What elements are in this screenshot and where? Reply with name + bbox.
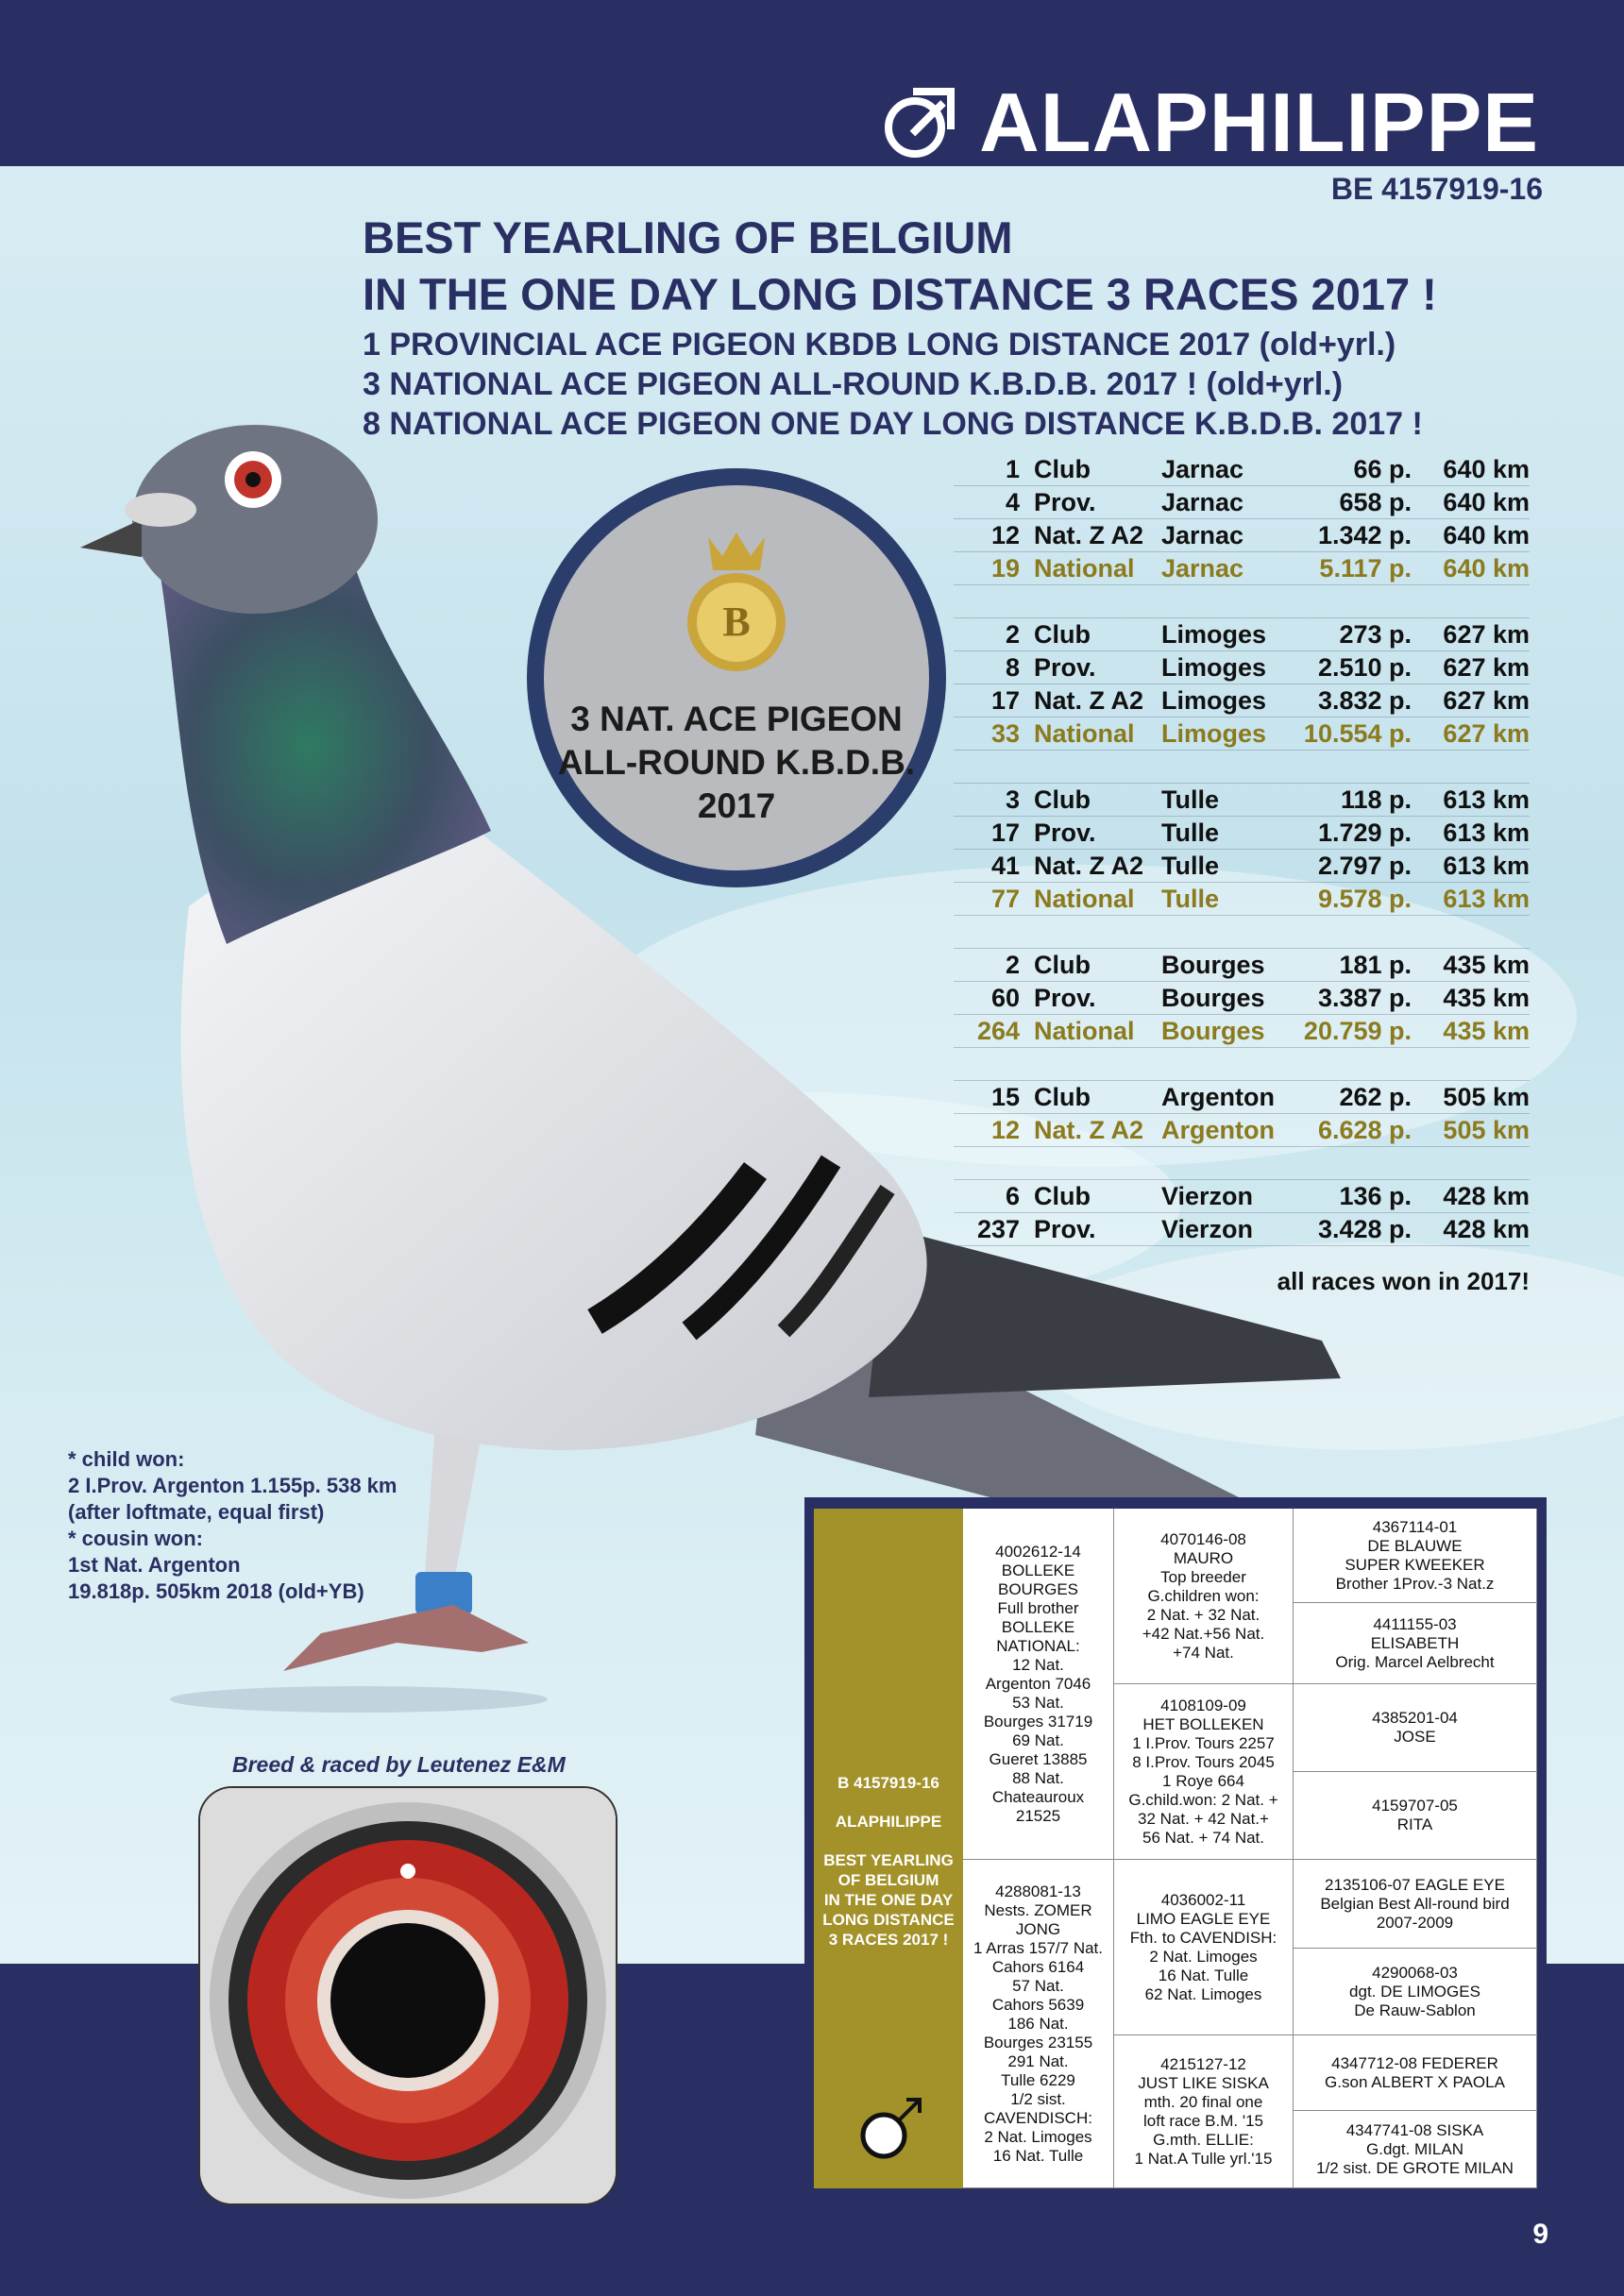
- result-row: [954, 1015, 1530, 1048]
- pedigree-line: 2 Nat. Limoges: [1149, 1947, 1258, 1966]
- result-place: Tulle: [1161, 852, 1220, 880]
- result-row: [954, 1081, 1530, 1114]
- result-place: Jarnac: [1161, 455, 1244, 483]
- result-pos: 19: [990, 554, 1020, 582]
- pedigree-line: 4070146-08: [1160, 1529, 1246, 1548]
- result-row: [954, 552, 1530, 585]
- race-results-table: [954, 453, 1530, 1246]
- result-km: 428 km: [1443, 1215, 1530, 1243]
- result-level: Nat. Z A2: [1034, 521, 1144, 549]
- pedigree-line: 4347741-08 SISKA: [1345, 2120, 1484, 2139]
- result-count: 2.797 p.: [1317, 852, 1412, 880]
- result-pos: 8: [1005, 653, 1020, 682]
- results-gap: [954, 1147, 1530, 1180]
- result-count: 66 p.: [1353, 455, 1412, 483]
- result-place: Bourges: [1161, 951, 1265, 979]
- subject-line: LONG DISTANCE: [822, 1911, 955, 1929]
- pedigree-line: Top breeder: [1160, 1567, 1246, 1586]
- pedigree-chart: [804, 1497, 1547, 2198]
- results-gap: [954, 916, 1530, 949]
- pedigree-subject-panel: [814, 1509, 963, 2188]
- result-row: [954, 817, 1530, 850]
- pedigree-line: dgt. DE LIMOGES: [1349, 1982, 1480, 2001]
- result-count: 3.832 p.: [1317, 686, 1412, 715]
- result-level: Club: [1034, 785, 1091, 814]
- children-line: * cousin won:: [68, 1527, 203, 1550]
- result-pos: 17: [990, 686, 1020, 715]
- result-km: 627 km: [1443, 719, 1530, 748]
- pedigree-line: DE BLAUWE: [1367, 1536, 1463, 1555]
- pedigree-line: Cahors 5639: [991, 1995, 1085, 2014]
- pedigree-line: 4385201-04: [1372, 1709, 1458, 1727]
- pedigree-line: NATIONAL:: [996, 1636, 1080, 1655]
- pedigree-line: loft race B.M. '15: [1142, 2111, 1264, 2130]
- result-row: [954, 519, 1530, 552]
- children-line: * child won:: [68, 1447, 185, 1471]
- children-won-note: [68, 1446, 397, 1605]
- pedigree-line: 2007-2009: [1376, 1913, 1454, 1932]
- result-km: 435 km: [1443, 984, 1530, 1012]
- ace-pigeon-badge: [527, 468, 946, 887]
- result-level: Prov.: [1034, 984, 1096, 1012]
- pedigree-line: 4108109-09: [1160, 1696, 1246, 1714]
- children-line: 19.818p. 505km 2018 (old+YB): [68, 1579, 364, 1603]
- male-symbol-icon: [885, 88, 955, 158]
- badge-line-1: 3 NAT. ACE PIGEON: [570, 700, 903, 738]
- pedigree-line: De Rauw-Sablon: [1354, 2001, 1476, 2019]
- pedigree-line: BOLLEKE: [1001, 1617, 1075, 1636]
- pedigree-line: Orig. Marcel Aelbrecht: [1335, 1652, 1495, 1671]
- result-pos: 77: [990, 885, 1020, 913]
- pedigree-cell-dds: [1294, 2035, 1537, 2111]
- results-gap: [954, 1048, 1530, 1081]
- result-count: 181 p.: [1339, 951, 1412, 979]
- result-place: Limoges: [1161, 719, 1267, 748]
- svg-text:B: B: [722, 599, 751, 645]
- pedigree-line: 4367114-01: [1372, 1517, 1458, 1536]
- result-place: Vierzon: [1161, 1182, 1254, 1210]
- pedigree-line: Argenton 7046: [985, 1674, 1091, 1693]
- result-km: 627 km: [1443, 686, 1530, 715]
- pedigree-line: LIMO EAGLE EYE: [1136, 1909, 1271, 1928]
- result-row: [954, 883, 1530, 916]
- result-place: Limoges: [1161, 653, 1267, 682]
- pedigree-cell-ddd: [1294, 2111, 1537, 2188]
- pedigree-line: 16 Nat. Tulle: [1158, 1966, 1249, 1984]
- result-row: [954, 1114, 1530, 1147]
- pedigree-cell-ss: [1114, 1509, 1294, 1684]
- result-level: National: [1034, 719, 1135, 748]
- pedigree-line: 21525: [1015, 1806, 1061, 1825]
- main-headline: BEST YEARLING OF BELGIUM IN THE ONE DAY LONG DISTANCE 3 RACES 2017 !: [363, 212, 1437, 319]
- pedigree-line: Cahors 6164: [991, 1957, 1085, 1976]
- result-row: [954, 684, 1530, 718]
- subject-line: BEST YEARLING: [823, 1851, 954, 1869]
- result-km: 428 km: [1443, 1182, 1530, 1210]
- pedigree-line: Bourges 23155: [983, 2033, 1093, 2051]
- pedigree-line: 1/2 sist. DE GROTE MILAN: [1316, 2158, 1514, 2177]
- children-line: (after loftmate, equal first): [68, 1500, 325, 1524]
- result-count: 118 p.: [1340, 785, 1412, 814]
- result-pos: 6: [1005, 1182, 1020, 1210]
- pedigree-cell-dd: [1114, 2035, 1294, 2188]
- result-pos: 33: [990, 719, 1020, 748]
- result-count: 6.628 p.: [1317, 1116, 1412, 1144]
- pedigree-line: 4347712-08 FEDERER: [1331, 2053, 1498, 2072]
- pedigree-line: 4036002-11: [1160, 1890, 1246, 1909]
- result-pos: 15: [990, 1083, 1020, 1111]
- result-count: 136 p.: [1339, 1182, 1412, 1210]
- pedigree-line: Tulle 6229: [1001, 2070, 1075, 2089]
- pedigree-line: 56 Nat. + 74 Nat.: [1142, 1828, 1264, 1847]
- pedigree-line: 57 Nat.: [1012, 1976, 1064, 1995]
- pedigree-line: Chateauroux: [991, 1787, 1085, 1806]
- result-pos: 12: [990, 521, 1020, 549]
- pedigree-line: 291 Nat.: [1007, 2051, 1069, 2070]
- result-place: Argenton: [1161, 1083, 1275, 1111]
- pedigree-line: 1 Roye 664: [1162, 1771, 1244, 1790]
- pedigree-line: 4411155-03: [1373, 1614, 1457, 1633]
- result-pos: 12: [990, 1116, 1020, 1144]
- pedigree-line: 2 Nat. + 32 Nat.: [1146, 1605, 1260, 1624]
- page-number: 9: [1532, 2219, 1548, 2250]
- pedigree-line: 1 Nat.A Tulle yrl.'15: [1134, 2149, 1273, 2168]
- result-level: National: [1034, 885, 1135, 913]
- pedigree-cell-sds: [1294, 1684, 1537, 1772]
- pedigree-line: Gueret 13885: [989, 1749, 1088, 1768]
- pedigree-cell-sss: [1294, 1509, 1537, 1603]
- pedigree-line: JOSE: [1394, 1728, 1436, 1746]
- result-count: 10.554 p.: [1303, 719, 1412, 748]
- result-km: 640 km: [1443, 521, 1530, 549]
- pedigree-line: 12 Nat.: [1012, 1655, 1064, 1674]
- result-place: Jarnac: [1161, 521, 1244, 549]
- result-count: 658 p.: [1339, 488, 1412, 516]
- sub-headline: 1 PROVINCIAL ACE PIGEON KBDB LONG DISTANCE 2017 (old+yrl.) 3 NATIONAL ACE PIGEON ALL-ROUND K.B.D.B. 2017 ! (old+yrl.) 8 NATIONAL ACE PIGEON ONE DAY LONG DISTANCE K.B.D.B. 2017 !: [363, 327, 1423, 442]
- pedigree-line: 16 Nat. Tulle: [992, 2146, 1084, 2165]
- result-pos: 2: [1005, 951, 1020, 979]
- pedigree-line: G.dgt. MILAN: [1366, 2139, 1463, 2158]
- pedigree-line: Fth. to CAVENDISH:: [1129, 1928, 1277, 1947]
- result-place: Argenton: [1161, 1116, 1275, 1144]
- pedigree-line: JUST LIKE SISKA: [1138, 2073, 1269, 2092]
- result-pos: 60: [990, 984, 1020, 1012]
- subject-line: B 4157919-16: [837, 1774, 939, 1792]
- result-km: 613 km: [1443, 819, 1530, 847]
- result-count: 5.117 p.: [1319, 554, 1412, 582]
- pedigree-cell-sdd: [1294, 1772, 1537, 1860]
- result-km: 640 km: [1443, 554, 1530, 582]
- result-pos: 4: [1005, 488, 1020, 516]
- result-pos: 41: [990, 852, 1020, 880]
- result-place: Limoges: [1161, 620, 1267, 649]
- pedigree-cell-dss: [1294, 1860, 1537, 1949]
- result-place: Jarnac: [1161, 554, 1244, 582]
- result-km: 435 km: [1443, 951, 1530, 979]
- pedigree-line: 53 Nat.: [1012, 1693, 1064, 1712]
- pedigree-line: Nests. ZOMER: [984, 1900, 1092, 1919]
- result-row: [954, 1213, 1530, 1246]
- pedigree-cell-sd: [1114, 1684, 1294, 1860]
- pedigree-line: Belgian Best All-round bird: [1320, 1894, 1510, 1913]
- pedigree-line: HET BOLLEKEN: [1142, 1714, 1264, 1733]
- result-level: Club: [1034, 1182, 1091, 1210]
- result-count: 1.342 p.: [1317, 521, 1412, 549]
- result-count: 273 p.: [1339, 620, 1412, 649]
- pedigree-line: 4002612-14: [995, 1542, 1081, 1561]
- pedigree-line: 4288081-13: [995, 1882, 1081, 1900]
- pedigree-cell-dam: [963, 1860, 1114, 2188]
- subject-line: IN THE ONE DAY: [823, 1891, 954, 1909]
- male-symbol-icon: [859, 2094, 925, 2160]
- pedigree-line: SUPER KWEEKER: [1345, 1555, 1485, 1574]
- pedigree-line: G.child.won: 2 Nat. +: [1128, 1790, 1278, 1809]
- result-km: 640 km: [1443, 488, 1530, 516]
- result-row: [954, 486, 1530, 519]
- subject-line: OF BELGIUM: [837, 1871, 939, 1889]
- result-km: 505 km: [1443, 1116, 1530, 1144]
- result-pos: 17: [990, 819, 1020, 847]
- pedigree-line: +74 Nat.: [1173, 1643, 1234, 1662]
- pedigree-line: G.son ALBERT X PAOLA: [1325, 2072, 1505, 2091]
- badge-line-3: 2017: [697, 786, 776, 825]
- result-level: Club: [1034, 951, 1091, 979]
- pedigree-cell-ds: [1114, 1860, 1294, 2035]
- result-place: Vierzon: [1161, 1215, 1254, 1243]
- result-km: 613 km: [1443, 785, 1530, 814]
- result-count: 9.578 p.: [1317, 885, 1412, 913]
- result-km: 613 km: [1443, 885, 1530, 913]
- pedigree-line: 1 Arras 157/7 Nat.: [973, 1938, 1104, 1957]
- pedigree-line: mth. 20 final one: [1143, 2092, 1263, 2111]
- result-place: Bourges: [1161, 1017, 1265, 1045]
- result-level: National: [1034, 1017, 1135, 1045]
- result-row: [954, 651, 1530, 684]
- pedigree-line: 8 I.Prov. Tours 2045: [1132, 1752, 1275, 1771]
- pedigree-line: G.children won:: [1147, 1586, 1260, 1605]
- children-line: 1st Nat. Argenton: [68, 1553, 241, 1577]
- result-count: 3.428 p.: [1317, 1215, 1412, 1243]
- result-level: Nat. Z A2: [1034, 686, 1144, 715]
- result-level: Prov.: [1034, 819, 1096, 847]
- pigeon-name: ALAPHILIPPE: [979, 76, 1539, 169]
- result-level: Nat. Z A2: [1034, 1116, 1144, 1144]
- result-place: Limoges: [1161, 686, 1267, 715]
- pedigree-line: 186 Nat.: [1007, 2014, 1069, 2033]
- result-pos: 3: [1005, 785, 1020, 814]
- pedigree-line: 2135106-07 EAGLE EYE: [1325, 1875, 1505, 1894]
- result-row: [954, 850, 1530, 883]
- result-km: 640 km: [1443, 455, 1530, 483]
- pedigree-cell-sire: [963, 1509, 1114, 1860]
- result-place: Jarnac: [1161, 488, 1244, 516]
- pedigree-line: 2 Nat. Limoges: [984, 2127, 1092, 2146]
- badge-line-2: ALL-ROUND K.B.D.B.: [557, 743, 916, 782]
- title-row: [885, 76, 1539, 170]
- result-count: 1.729 p.: [1317, 819, 1412, 847]
- pedigree-line: 62 Nat. Limoges: [1144, 1984, 1262, 2003]
- result-level: Prov.: [1034, 1215, 1096, 1243]
- result-row: [954, 618, 1530, 651]
- pedigree-cell-dsd: [1294, 1949, 1537, 2035]
- result-level: Nat. Z A2: [1034, 852, 1144, 880]
- pedigree-line: Brother 1Prov.-3 Nat.z: [1335, 1574, 1495, 1593]
- result-level: Club: [1034, 1083, 1091, 1111]
- result-pos: 264: [976, 1017, 1020, 1045]
- pedigree-line: 4215127-12: [1160, 2054, 1246, 2073]
- result-level: Club: [1034, 620, 1091, 649]
- pedigree-line: 88 Nat.: [1012, 1768, 1064, 1787]
- all-races-note: all races won in 2017!: [1277, 1267, 1530, 1295]
- pedigree-line: BOLLEKE: [1001, 1561, 1075, 1579]
- result-count: 2.510 p.: [1317, 653, 1412, 682]
- pedigree-line: 4290068-03: [1372, 1963, 1458, 1982]
- result-row: [954, 982, 1530, 1015]
- results-gap: [954, 751, 1530, 784]
- result-km: 435 km: [1443, 1017, 1530, 1045]
- pedigree-line: Bourges 31719: [983, 1712, 1093, 1730]
- result-row: [954, 718, 1530, 751]
- result-level: Prov.: [1034, 653, 1096, 682]
- result-count: 3.387 p.: [1317, 984, 1412, 1012]
- pedigree-line: 69 Nat.: [1012, 1730, 1064, 1749]
- result-level: National: [1034, 554, 1135, 582]
- result-km: 505 km: [1443, 1083, 1530, 1111]
- pedigree-line: CAVENDISCH:: [984, 2108, 1092, 2127]
- result-km: 627 km: [1443, 620, 1530, 649]
- result-pos: 2: [1005, 620, 1020, 649]
- pedigree-line: 1/2 sist.: [1010, 2089, 1066, 2108]
- pedigree-line: ELISABETH: [1370, 1633, 1460, 1652]
- pedigree-line: JONG: [1015, 1919, 1061, 1938]
- pedigree-line: Full brother: [997, 1598, 1079, 1617]
- result-row: [954, 453, 1530, 486]
- children-line: 2 I.Prov. Argenton 1.155p. 538 km: [68, 1474, 398, 1497]
- pedigree-line: +42 Nat.+56 Nat.: [1142, 1624, 1265, 1643]
- result-level: Club: [1034, 455, 1091, 483]
- result-place: Tulle: [1161, 785, 1220, 814]
- pedigree-line: 1 I.Prov. Tours 2257: [1132, 1733, 1275, 1752]
- pedigree-line: BOURGES: [997, 1579, 1079, 1598]
- result-km: 613 km: [1443, 852, 1530, 880]
- result-level: Prov.: [1034, 488, 1096, 516]
- result-row: [954, 784, 1530, 817]
- results-gap: [954, 585, 1530, 618]
- result-count: 20.759 p.: [1303, 1017, 1412, 1045]
- subject-line: ALAPHILIPPE: [835, 1813, 942, 1831]
- result-row: [954, 949, 1530, 982]
- kbdb-crown-logo-icon: [670, 518, 803, 679]
- result-place: Bourges: [1161, 984, 1265, 1012]
- pedigree-line: RITA: [1396, 1815, 1433, 1833]
- pedigree-line: MAURO: [1173, 1548, 1234, 1567]
- pedigree-line: G.mth. ELLIE:: [1153, 2130, 1254, 2149]
- result-place: Tulle: [1161, 885, 1220, 913]
- eye-photo: [198, 1786, 617, 2205]
- result-pos: 237: [976, 1215, 1020, 1243]
- ring-number: BE 4157919-16: [1330, 172, 1543, 206]
- result-place: Tulle: [1161, 819, 1220, 847]
- result-row: [954, 1180, 1530, 1213]
- pedigree-line: 4159707-05: [1372, 1797, 1458, 1815]
- result-km: 627 km: [1443, 653, 1530, 682]
- result-pos: 1: [1005, 455, 1020, 483]
- pedigree-line: 32 Nat. + 42 Nat.+: [1138, 1809, 1269, 1828]
- result-count: 262 p.: [1339, 1083, 1412, 1111]
- subject-line: 3 RACES 2017 !: [828, 1931, 949, 1949]
- breeder-credit: Breed & raced by Leutenez E&M: [232, 1752, 566, 1777]
- pedigree-cell-ssd: [1294, 1603, 1537, 1684]
